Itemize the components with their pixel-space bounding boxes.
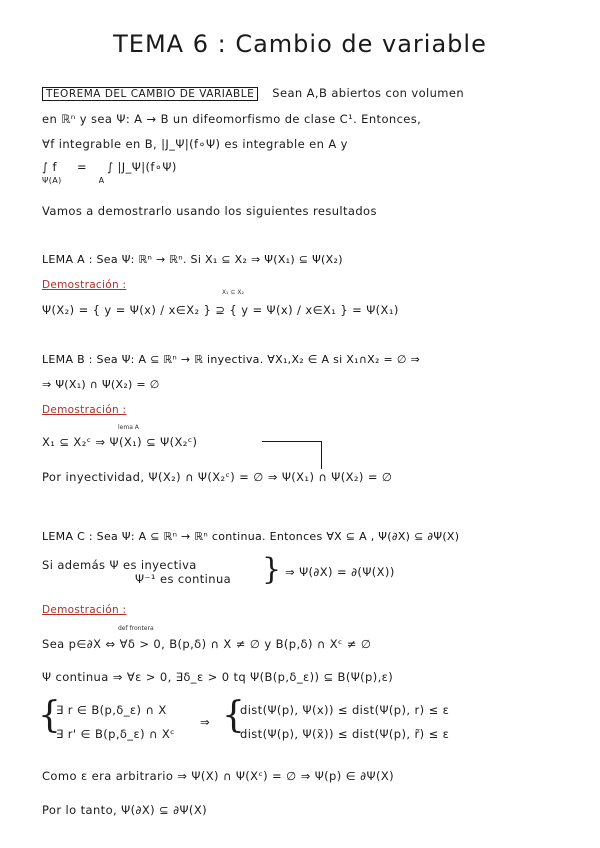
lemma-c-condition-2: Ψ⁻¹ es continua (135, 572, 232, 586)
lemma-c-conclusion: Por lo tanto, Ψ(∂X) ⊆ ∂Ψ(X) (42, 803, 207, 817)
lemma-c-statement: LEMA C : Sea Ψ: A ⊆ ℝⁿ → ℝⁿ continua. Entonces ∀X ⊆ A , Ψ(∂X) ⊆ ∂Ψ(X) (42, 530, 460, 543)
page-title: TEMA 6 : Cambio de variable (113, 30, 487, 58)
lemma-c-system-arrow: ⇒ (200, 715, 211, 729)
lemma-c-system-left-2: ∃ r' ∈ B(p,δ_ε) ∩ Xᶜ (56, 727, 175, 741)
lemma-b-statement: LEMA B : Sea Ψ: A ⊆ ℝⁿ → ℝ inyectiva. ∀X₁,X₂ ∈ A si X₁∩X₂ = ∅ ⇒ (42, 353, 421, 366)
theorem-line-1 (42, 86, 464, 101)
lemma-a-demo-label: Demostración : (42, 279, 127, 291)
lemma-c-system-right-brace: { (222, 695, 245, 736)
lemma-c-proof-3: Como ε era arbitrario ⇒ Ψ(X) ∩ Ψ(Xᶜ) = ∅ ⇒ Ψ(p) ∈ ∂Ψ(X) (42, 769, 395, 783)
lemma-b-note: lema A (118, 424, 139, 431)
lemma-c-system-left-1: ∃ r ∈ B(p,δ_ε) ∩ X (56, 703, 167, 717)
lemma-c-note: def frontera (118, 625, 154, 632)
lemma-c-condition-1: Si además Ψ es inyectiva (42, 558, 197, 572)
theorem-formula (42, 160, 177, 174)
lemma-c-condition-result: ⇒ Ψ(∂X) = ∂(Ψ(X)) (285, 565, 395, 579)
lemma-a-proof: Ψ(X₂) = { y = Ψ(x) / x∈X₂ } ⊇ { y = Ψ(x) / x∈X₁ } = Ψ(X₁) (42, 303, 399, 317)
lemma-b-demo-label: Demostración : (42, 404, 127, 416)
intro-text: Vamos a demostrarlo usando los siguientes resultados (42, 204, 377, 218)
lemma-b-proof-1: X₁ ⊆ X₂ᶜ ⇒ Ψ(X₁) ⊆ Ψ(X₂ᶜ) (42, 435, 198, 449)
lemma-c-system-right-2: dist(Ψ(p), Ψ(x̃)) ≤ dist(Ψ(p), r̃) ≤ ε (240, 727, 450, 741)
theorem-line-1-rest: Sean A,B abiertos con volumen (272, 86, 465, 100)
lemma-a-statement: LEMA A : Sea Ψ: ℝⁿ → ℝⁿ. Si X₁ ⊆ X₂ ⇒ Ψ(X₁) ⊆ Ψ(X₂) (42, 253, 343, 266)
lemma-c-proof-2: Ψ continua ⇒ ∀ε > 0, ∃δ_ε > 0 tq Ψ(B(p,δ_ε)) ⊆ B(Ψ(p),ε) (42, 670, 394, 684)
theorem-line-2: en ℝⁿ y sea Ψ: A → B un difeomorfismo de clase C¹. Entonces, (42, 112, 422, 126)
lemma-c-proof-1: Sea p∈∂X ⇔ ∀δ > 0, B(p,δ) ∩ X ≠ ∅ y B(p,δ) ∩ Xᶜ ≠ ∅ (42, 637, 372, 651)
theorem-formula-right: ∫ |J_Ψ|(f∘Ψ) (107, 160, 177, 174)
theorem-formula-limits (42, 176, 104, 185)
lemma-b-arrow-horizontal (262, 441, 322, 442)
lemma-a-note: X₁ ⊆ X₂ (222, 289, 244, 296)
lemma-c-system-left-brace: { (38, 695, 61, 736)
theorem-formula-equals: = (76, 160, 88, 174)
lemma-b-statement-2: ⇒ Ψ(X₁) ∩ Ψ(X₂) = ∅ (42, 378, 160, 391)
lemma-c-demo-label: Demostración : (42, 604, 127, 616)
theorem-formula-left: ∫ f (42, 160, 57, 174)
theorem-limit-right: A (98, 176, 105, 185)
theorem-box-label: TEOREMA DEL CAMBIO DE VARIABLE (42, 87, 258, 101)
theorem-limit-left: Ψ(A) (42, 176, 62, 185)
lemma-c-condition-brace: } (262, 552, 282, 587)
lemma-b-proof-2: Por inyectividad, Ψ(X₂) ∩ Ψ(X₂ᶜ) = ∅ ⇒ Ψ(X₁) ∩ Ψ(X₂) = ∅ (42, 470, 393, 484)
lemma-c-system-right-1: dist(Ψ(p), Ψ(x)) ≤ dist(Ψ(p), r) ≤ ε (240, 703, 450, 717)
theorem-line-3: ∀f integrable en B, |J_Ψ|(f∘Ψ) es integrable en A y (42, 137, 348, 151)
lemma-b-arrow-vertical (321, 441, 322, 469)
